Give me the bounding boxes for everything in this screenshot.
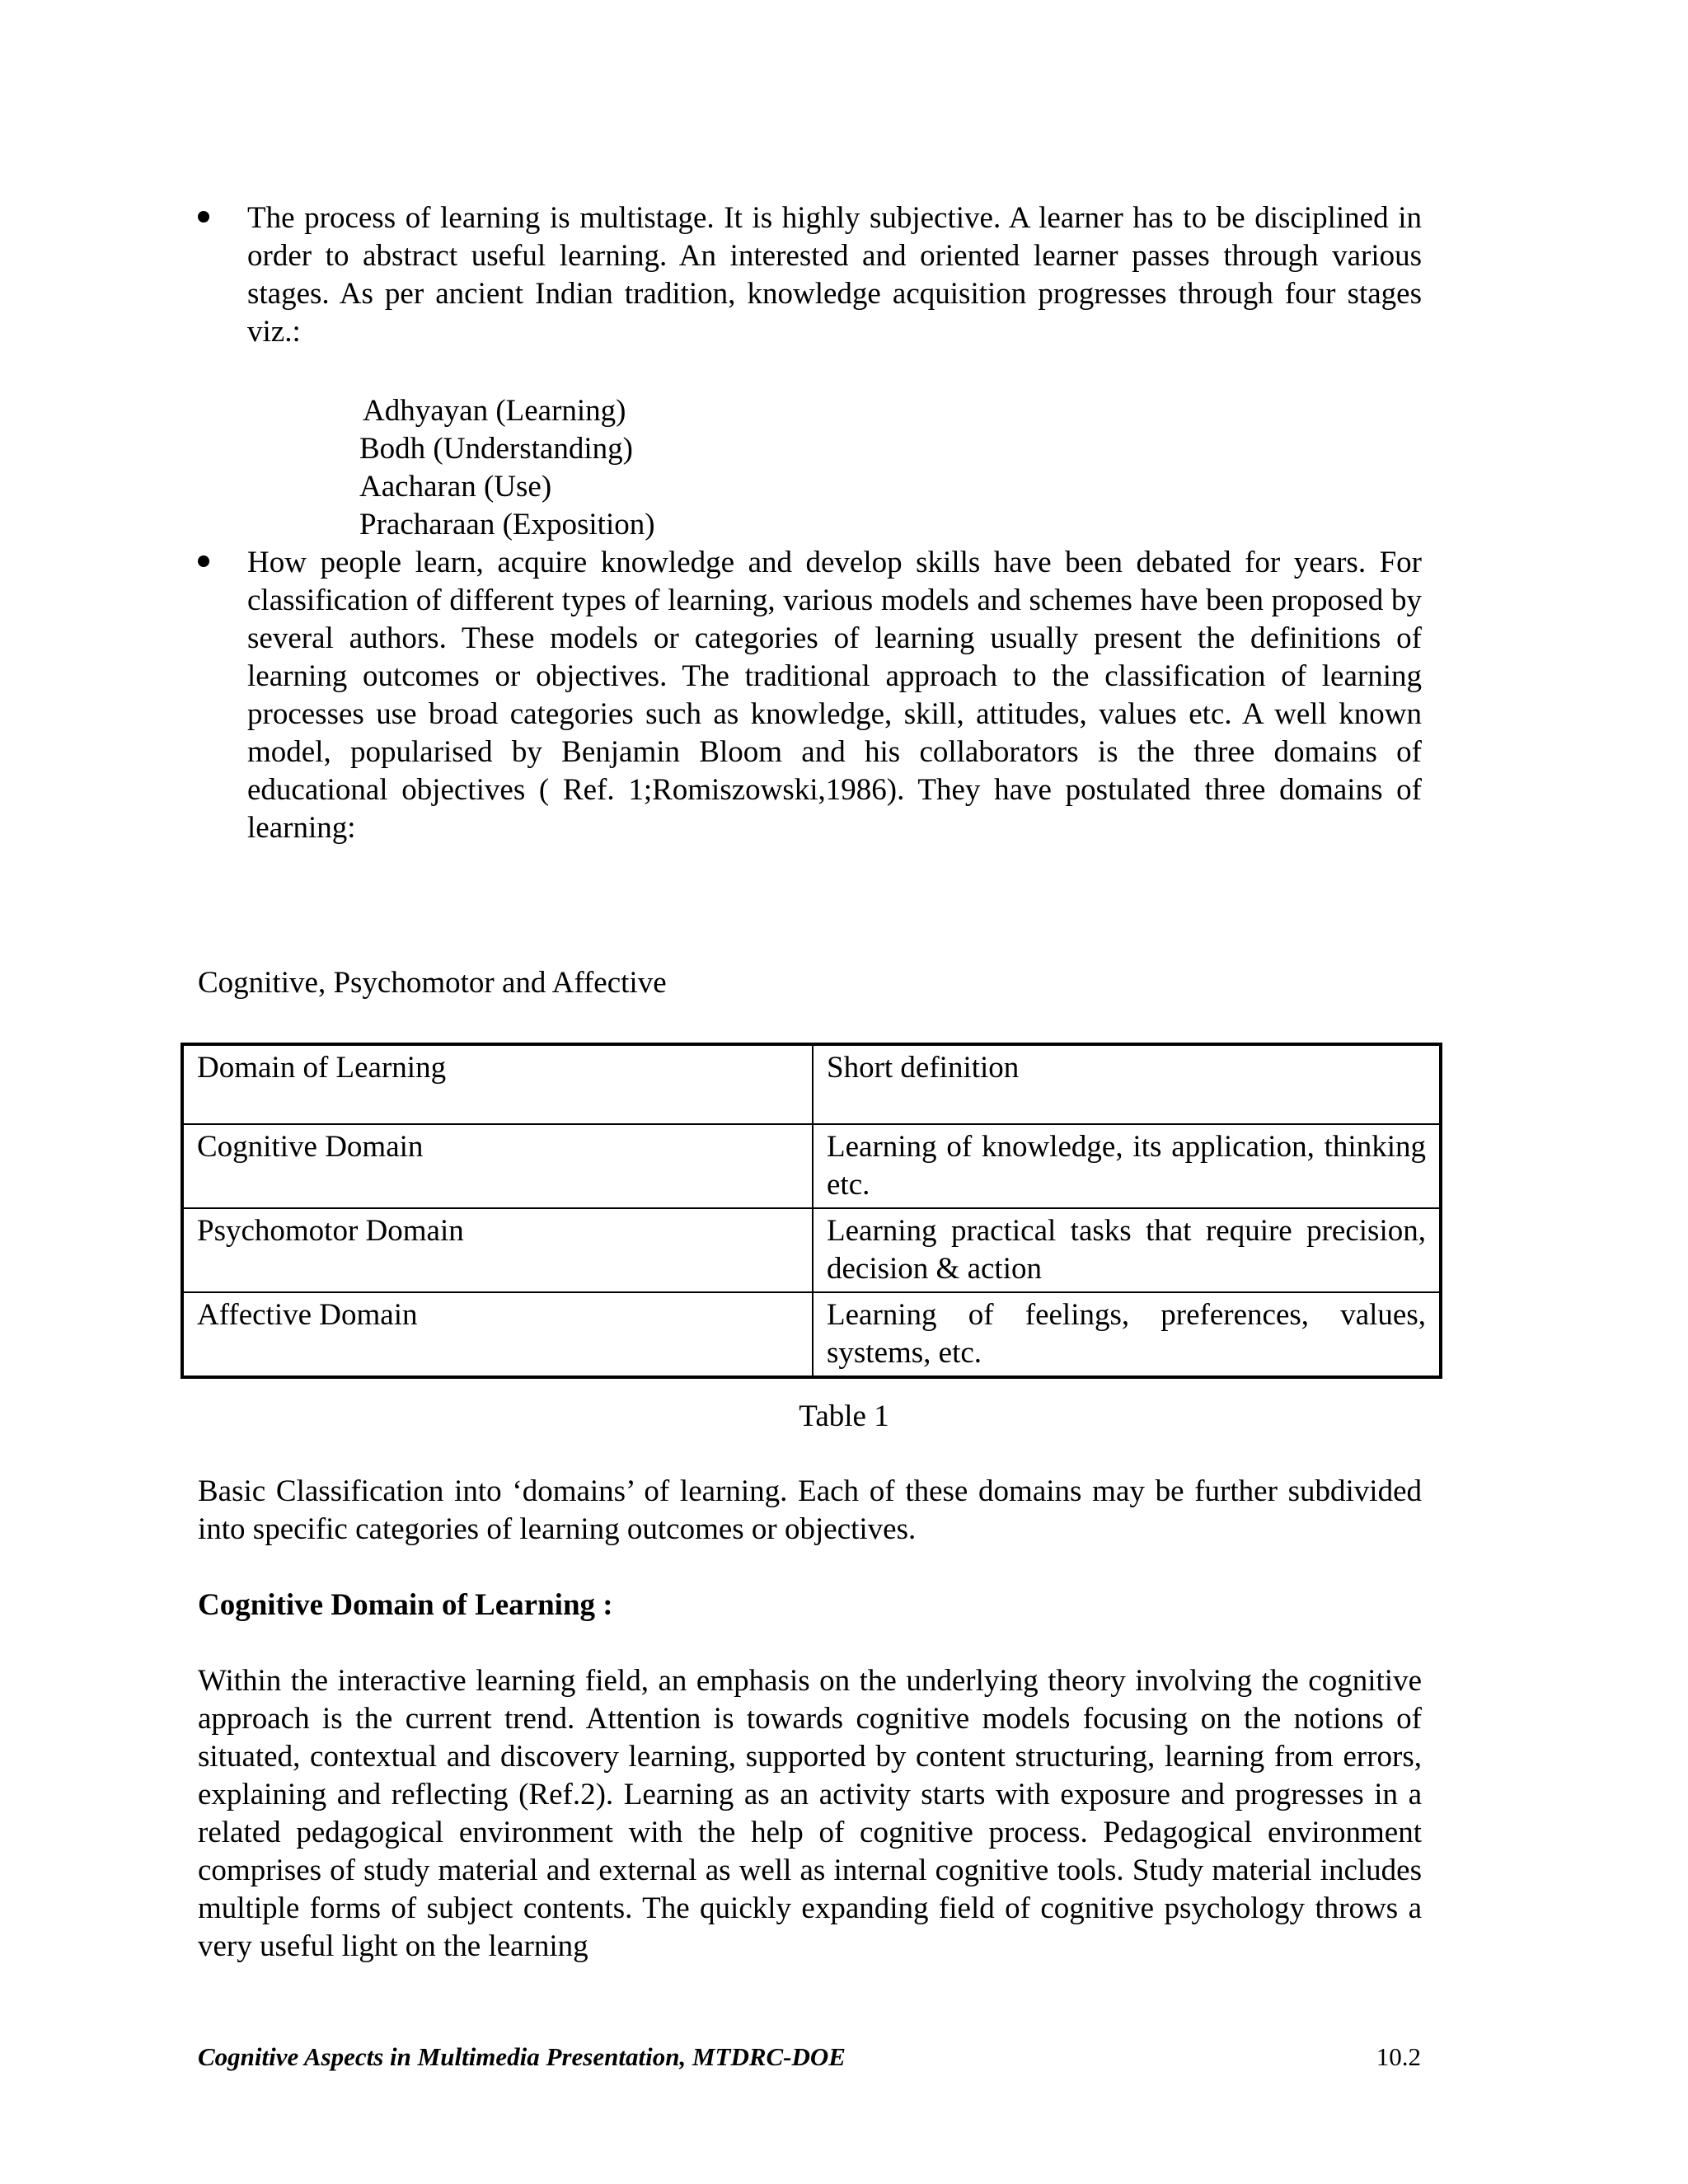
table-row — [182, 1124, 1441, 1208]
domains-table — [181, 1043, 1442, 1379]
section-heading: Cognitive Domain of Learning : — [198, 1588, 613, 1622]
stage-item: Bodh (Understanding) — [359, 432, 633, 466]
cognitive-paragraph: Within the interactive learning field, an emphasis on the underlying theory involving the cognitive approach is the current trend. Attention is towards cognitive models focusing on the notions of situated, contextual and discovery learning, supported by content structuring, learning from errors, explaining and reflecting (Ref.2). Learning as an activity starts with exposure and progresses in a related pedagogical environment with the help of cognitive process. Pedagogical environment comprises of study material and external as well as internal cognitive tools. Study material includes multiple forms of subject contents. The quickly expanding field of cognitive psychology throws a very useful light on the learning — [198, 1664, 1422, 1963]
learning-stages-list — [359, 392, 655, 544]
bullet-text: How people learn, acquire knowledge and develop skills have been debated for years. For classification of different types of learning, various models and schemes have been proposed by several authors. These models or categories of learning usually present the definitions of learning outcomes or objectives. The traditional approach to the classification of learning processes use broad categories such as knowledge, skill, attitudes, values etc. A well known model, popularised by Benjamin Bloom and his collaborators is the three domains of educational objectives ( Ref. 1;Romiszowski,1986). They have postulated three domains of learning: — [247, 546, 1422, 845]
table-cell-domain: Affective Domain — [182, 1292, 813, 1377]
table-row — [182, 1208, 1441, 1292]
bullet-item-learning-models — [198, 544, 1422, 847]
stage-item: Adhyayan (Learning) — [363, 394, 626, 428]
stage-item: Aacharan (Use) — [359, 470, 552, 504]
table-caption: Table 1 — [799, 1399, 889, 1433]
bullet-item-learning-process — [198, 199, 1422, 351]
domains-line: Cognitive, Psychomotor and Affective — [198, 966, 667, 1000]
classification-paragraph: Basic Classification into ‘domains’ of learning. Each of these domains may be further subdivided into specific categories of learning outcomes or objectives. — [198, 1474, 1422, 1546]
table-cell-definition: Learning practical tasks that require precision, decision & action — [813, 1208, 1441, 1292]
table-header-row — [182, 1044, 1441, 1124]
footer-title: Cognitive Aspects in Multimedia Presentation, MTDRC-DOE — [198, 2042, 846, 2071]
table-header-cell: Domain of Learning — [182, 1044, 813, 1124]
stage-item: Pracharaan (Exposition) — [359, 508, 655, 541]
page-number: 10.2 — [1376, 2042, 1421, 2071]
table-cell-domain: Psychomotor Domain — [182, 1208, 813, 1292]
bullet-icon — [198, 544, 247, 582]
table-cell-definition: Learning of knowledge, its application, thinking etc. — [813, 1124, 1441, 1208]
table-row — [182, 1292, 1441, 1377]
table-cell-domain: Cognitive Domain — [182, 1124, 813, 1208]
bullet-icon — [198, 199, 247, 237]
table-cell-definition: Learning of feelings, preferences, values, systems, etc. — [813, 1292, 1441, 1377]
bullet-text: The process of learning is multistage. It is highly subjective. A learner has to be disciplined in order to abstract useful learning. An interested and oriented learner passes through various stages. As per ancient Indian tradition, knowledge acquisition progresses through four stages viz.: — [247, 201, 1422, 349]
table-header-cell: Short definition — [813, 1044, 1441, 1124]
